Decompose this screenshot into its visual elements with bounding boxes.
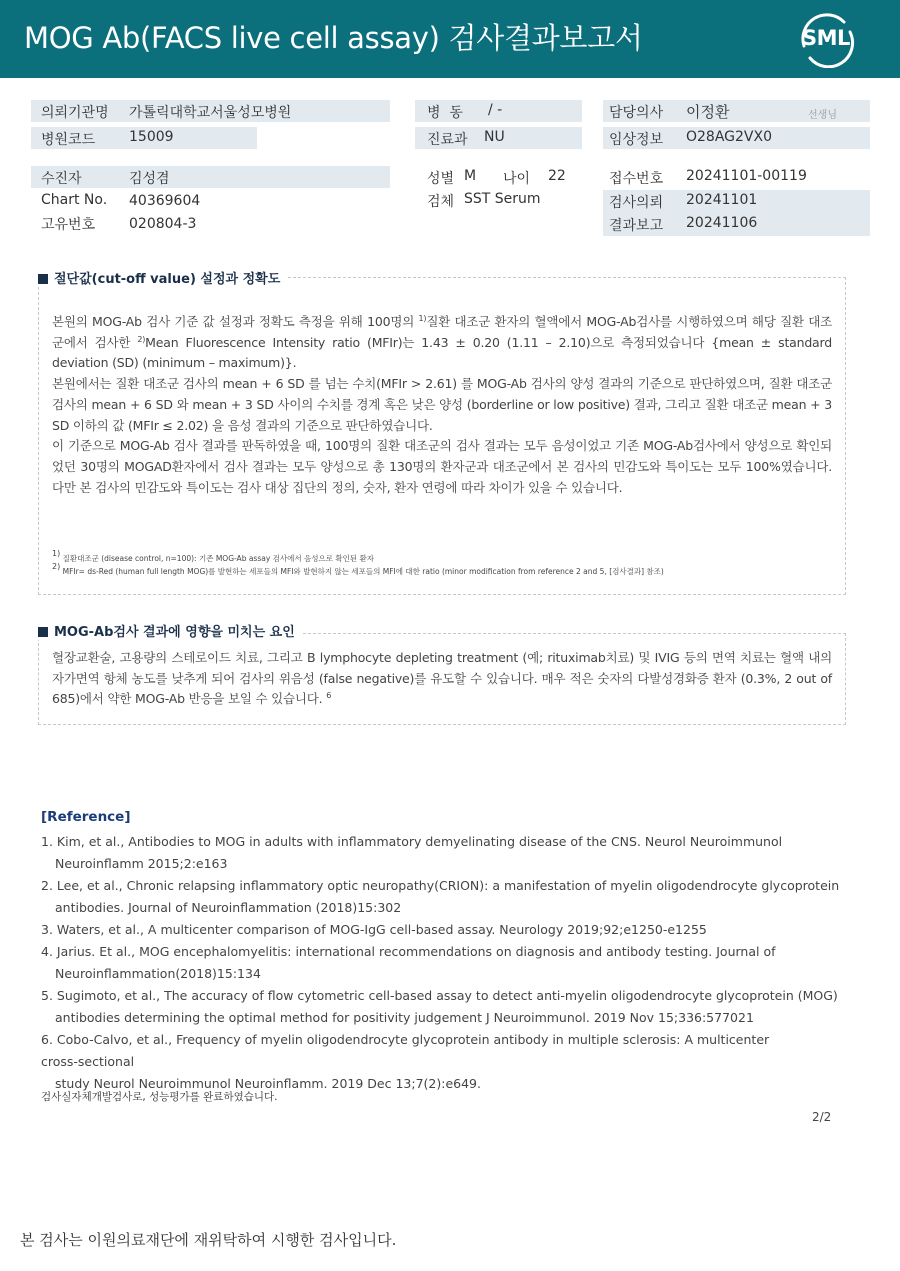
chart-label: Chart No. bbox=[41, 192, 108, 208]
logo-text: SML bbox=[802, 26, 850, 50]
footnote-2 bbox=[52, 562, 664, 577]
hospital-code-label: 병원코드 bbox=[41, 132, 96, 148]
footnote-1-text: 질환대조군 (disease control, n=100): 기존 MOG-Ab assay 검사에서 음성으로 확인된 환자 bbox=[60, 554, 375, 563]
age-label: 나이 bbox=[503, 171, 531, 187]
request-value: 20241101 bbox=[686, 192, 758, 208]
cutoff-section-text bbox=[52, 312, 832, 498]
reference-item-1: 1. Kim, et al., Antibodies to MOG in adults with inflammatory demyelinating disease of the CNS. Neurol Neuroimmunol bbox=[41, 834, 783, 849]
report-date-value: 20241106 bbox=[686, 215, 758, 231]
chart-value: 40369604 bbox=[129, 193, 201, 209]
footnote-1 bbox=[52, 549, 375, 564]
doctor-suffix: 선생님 bbox=[808, 110, 837, 121]
receipt-label: 접수번호 bbox=[609, 171, 664, 187]
doctor-label: 담당의사 bbox=[609, 105, 664, 121]
cutoff-section-title-text: 절단값(cut-off value) 설정과 정확도 bbox=[54, 272, 281, 287]
reference-item-4: 4. Jarius. Et al., MOG encephalomyelitis: international recommendations on diagnosis and antibody testing. Journal of bbox=[41, 944, 776, 959]
cutoff-p1-text-b: 질환 대조군 환자의 혈액에서 MOG-Ab검사를 시행하였으며 해당 질환 대조군에서 검사한 bbox=[52, 314, 832, 350]
cutoff-paragraph-2: 본원에서는 질환 대조군 검사의 mean + 6 SD 를 넘는 수치(MFIr > 2.61) 를 MOG-Ab 검사의 양성 결과의 기준으로 판단하였으며, 질환 대조군 검사의 mean + 6 SD 와 mean + 3 SD 사이의 수치를 경계 혹은 낮은 양성 (borderline or low positive) 결과, 그리고 질환 대조군 mean + 3 SD 이하의 값 (MFIr ≤ 2.02) 을 음성 결과의 기준으로 판단하였습니다. bbox=[52, 376, 832, 433]
section-bullet-icon bbox=[38, 274, 48, 284]
hospital-code-value: 15009 bbox=[129, 129, 174, 145]
reference-list bbox=[41, 831, 841, 1095]
validation-note: 검사실자체개발검사로, 성능평가를 완료하였습니다. bbox=[41, 1091, 278, 1103]
report-date-label: 결과보고 bbox=[609, 218, 664, 234]
footnote-1-marker: 1) bbox=[52, 549, 61, 558]
footer-note: 본 검사는 이원의료재단에 재위탁하여 시행한 검사입니다. bbox=[20, 1231, 397, 1249]
footnote-2-marker: 2) bbox=[52, 562, 61, 571]
factors-paragraph bbox=[52, 648, 832, 710]
receipt-value: 20241101-00119 bbox=[686, 168, 807, 184]
reference-item-5: 5. Sugimoto, et al., The accuracy of flow cytometric cell-based assay to detect anti-myelin oligodendrocyte glycoprotein (MOG) bbox=[41, 988, 838, 1003]
factors-section-title bbox=[38, 621, 301, 640]
patient-label: 수진자 bbox=[41, 171, 82, 187]
cutoff-paragraph-3: 이 기준으로 MOG-Ab 검사 결과를 판독하였을 때, 100명의 질환 대조군의 검사 결과는 모두 음성이었고 기존 MOG-Ab검사에서 양성으로 확인되었던 30명의 MOGAD환자에서 검사 결과는 모두 양성으로 총 130명의 환자군과 대조군에서 본 검사의 민감도와 특이도는 모두 100%였습니다. 다만 본 검사의 민감도와 특이도는 검사 대상 집단의 정의, 숫자, 환자 연령에 따라 차이가 있을 수 있습니다. bbox=[52, 438, 832, 495]
cutoff-p1-text-a: 본원의 MOG-Ab 검사 기준 값 설정과 정확도 측정을 위해 100명의 bbox=[52, 314, 419, 329]
doctor-value: 이정환 bbox=[686, 103, 730, 121]
reference-item-4-cont: Neuroinflammation(2018)15:134 bbox=[55, 966, 261, 981]
factors-section-title-text: MOG-Ab검사 결과에 영향을 미치는 요인 bbox=[54, 625, 295, 640]
specimen-value: SST Serum bbox=[464, 191, 541, 207]
patient-value: 김성겸 bbox=[129, 171, 170, 187]
cutoff-section-title bbox=[38, 268, 286, 287]
clinical-value: O28AG2VX0 bbox=[686, 129, 772, 145]
page-number: 2/2 bbox=[812, 1110, 832, 1124]
specimen-label: 검체 bbox=[427, 194, 455, 210]
ward-value: / - bbox=[488, 102, 503, 118]
footnote-ref-2: 2) bbox=[137, 334, 146, 344]
reference-item-6-cont: cross-sectional bbox=[41, 1054, 135, 1069]
footnote-2-text: MFIr= ds-Red (human full length MOG)를 발현하는 세포들의 MFI와 발현하지 않는 세포들의 MFI에 대한 ratio (minor modification from reference 2 and 5, [검사결과] 참조) bbox=[60, 567, 664, 576]
institution-value: 가톨릭대학교서울성모병원 bbox=[129, 105, 292, 121]
age-value: 22 bbox=[548, 168, 566, 184]
section-bullet-icon bbox=[38, 627, 48, 637]
reference-item-5-cont: antibodies determining the optimal method for positivity judgement J Neuroimmunol. 2019 Nov 15;336:577021 bbox=[55, 1010, 754, 1025]
cutoff-paragraph-1 bbox=[52, 312, 832, 374]
sex-value: M bbox=[464, 168, 477, 184]
unique-value: 020804-3 bbox=[129, 216, 197, 232]
clinical-label: 임상정보 bbox=[609, 132, 664, 148]
dept-value: NU bbox=[484, 129, 505, 145]
ward-label: 병 동 bbox=[427, 105, 463, 121]
reference-item-2: 2. Lee, et al., Chronic relapsing inflammatory optic neuropathy(CRION): a manifestation of myelin oligodendrocyte glycoprotein bbox=[41, 878, 840, 893]
unique-label: 고유번호 bbox=[41, 217, 96, 233]
reference-marker-6: 6 bbox=[326, 691, 332, 701]
patient-bar bbox=[31, 166, 390, 188]
cutoff-p1-text-c: Mean Fluorescence Intensity ratio (MFIr)는 1.43 ± 0.20 (1.11 – 2.10)으로 측정되었습니다 {mean ± standard deviation (SD) (minimum – maximum)}. bbox=[52, 334, 832, 371]
institution-label: 의뢰기관명 bbox=[41, 105, 109, 121]
report-title: MOG Ab(FACS live cell assay) 검사결과보고서 bbox=[24, 21, 643, 55]
reference-item-1-cont: Neuroinflamm 2015;2:e163 bbox=[55, 856, 228, 871]
request-label: 검사의뢰 bbox=[609, 195, 664, 211]
reference-item-3: 3. Waters, et al., A multicenter comparison of MOG-IgG cell-based assay. Neurology 2019;92;e1250-e1255 bbox=[41, 922, 707, 937]
factors-section-text bbox=[52, 648, 832, 710]
reference-item-2-cont: antibodies. Journal of Neuroinflammation (2018)15:302 bbox=[55, 900, 402, 915]
reference-item-6: 6. Cobo-Calvo, et al., Frequency of myelin oligodendrocyte glycoprotein antibody in multiple sclerosis: A multicenter bbox=[41, 1032, 770, 1047]
reference-title: [Reference] bbox=[41, 809, 131, 825]
reference-item-6-cont2: study Neurol Neuroimmunol Neuroinflamm. 2019 Dec 13;7(2):e649. bbox=[55, 1076, 481, 1091]
dept-label: 진료과 bbox=[427, 132, 468, 148]
report-header bbox=[0, 0, 900, 78]
sex-label: 성별 bbox=[427, 171, 455, 187]
factors-text: 혈장교환술, 고용량의 스테로이드 치료, 그리고 B lymphocyte depleting treatment (예; rituximab치료) 및 IVIG 등의 면역 치료는 혈액 내의 자가면역 항체 농도를 낮추게 되어 검사의 위음성 (false negative)를 유도할 수 있습니다. 매우 적은 숫자의 다발성경화증 환자 (0.3%, 2 out of 685)에서 약한 MOG-Ab 반응을 보일 수 있습니다. bbox=[52, 650, 832, 707]
footnote-ref-1: 1) bbox=[418, 314, 427, 323]
